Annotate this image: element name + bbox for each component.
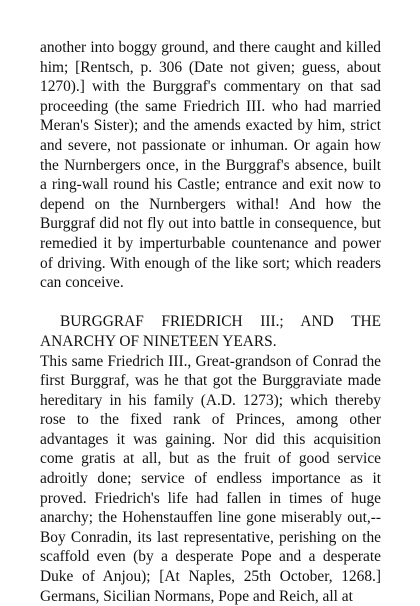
section-heading: BURGGRAF FRIEDRICH III.; AND THE ANARCHY OF NINETEEN YEARS. — [40, 312, 381, 351]
body-paragraph: another into boggy ground, and there caught and killed him; [Rentsch, p. 306 (Date not given; guess, about 1270).] with the Burggraf's commentary on that sad proceeding (the same Friedrich III. who had married Meran's Sister); and the amends exacted by him, strict and severe, not passionate or inhuman. Or again how the Nurnbergers once, in the Burggraf's absence, built a ring-wall round his Castle; entrance and exit now to depend on the Nurnbergers withal! And how the Burggraf did not fly out into battle in consequence, but remedied it by imperturbable countenance and power of driving. With enough of the like sort; which readers can conceive. — [40, 38, 381, 293]
document-page — [40, 38, 381, 606]
body-paragraph: This same Friedrich III., Great-grandson of Conrad the first Burggraf, was he that got the Burggraviate made hereditary in his family (A.D. 1273); which thereby rose to the fixed rank of Princes, among other advantages it was gaining. Nor did this acquisition come gratis at all, but as the fruit of good service adroitly done; service of endless importance as it proved. Friedrich's life had fallen in times of huge anarchy; the Hohenstauffen line gone miserably out,--Boy Conradin, its last representative, perishing on the scaffold even (by a desperate Pope and a desperate Duke of Anjou); [At Naples, 25th October, 1268.] Germans, Sicilian Normans, Pope and Reich, all at — [40, 352, 381, 606]
